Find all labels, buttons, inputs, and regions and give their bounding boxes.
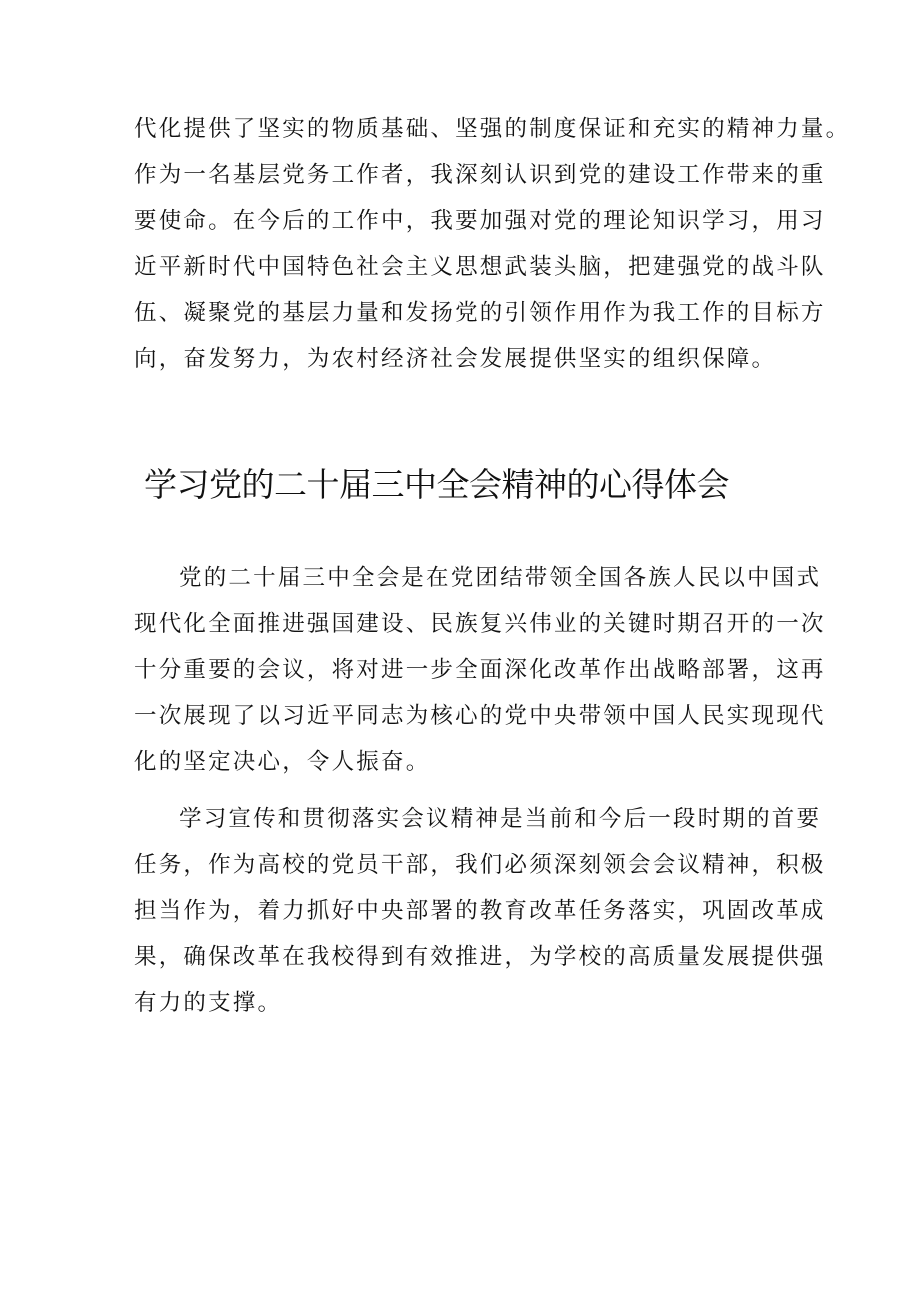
paragraph-line: 伍、凝聚党的基层力量和发扬党的引领作用作为我工作的目标方 [134, 300, 826, 326]
paragraph-line: 有力的支撑。 [134, 990, 283, 1016]
paragraph-line: 化的坚定决心，令人振奋。 [134, 749, 431, 775]
paragraph-line: 代化提供了坚实的物质基础、坚强的制度保证和充实的精神力量。 [134, 116, 851, 142]
paragraph-line: 向，奋发努力，为农村经济社会发展提供坚实的组织保障。 [134, 346, 777, 372]
paragraph-line: 任务，作为高校的党员干部，我们必须深刻领会会议精神，积极 [134, 852, 826, 878]
paragraph-line: 现代化全面推进强国建设、民族复兴伟业的关键时期召开的一次 [134, 611, 826, 637]
paragraph-line: 作为一名基层党务工作者，我深刻认识到党的建设工作带来的重 [134, 162, 826, 188]
paragraph-line: 十分重要的会议，将对进一步全面深化改革作出战略部署，这再 [134, 657, 826, 683]
section-heading: 学习党的二十届三中全会精神的心得体会 [144, 465, 729, 504]
paragraph-line: 一次展现了以习近平同志为核心的党中央带领中国人民实现现代 [134, 703, 826, 729]
paragraph-line: 近平新时代中国特色社会主义思想武装头脑，把建强党的战斗队 [134, 254, 826, 280]
paragraph-one [134, 555, 826, 785]
top-paragraph [134, 106, 851, 382]
paragraph-line: 学习宣传和贯彻落实会议精神是当前和今后一段时期的首要 [179, 806, 822, 832]
paragraph-two [134, 796, 826, 1026]
paragraph-line: 担当作为，着力抓好中央部署的教育改革任务落实，巩固改革成 [134, 898, 826, 924]
paragraph-line: 党的二十届三中全会是在党团结带领全国各族人民以中国式 [179, 565, 822, 591]
paragraph-line: 果，确保改革在我校得到有效推进，为学校的高质量发展提供强 [134, 944, 826, 970]
paragraph-line: 要使命。在今后的工作中，我要加强对党的理论知识学习，用习 [134, 208, 826, 234]
